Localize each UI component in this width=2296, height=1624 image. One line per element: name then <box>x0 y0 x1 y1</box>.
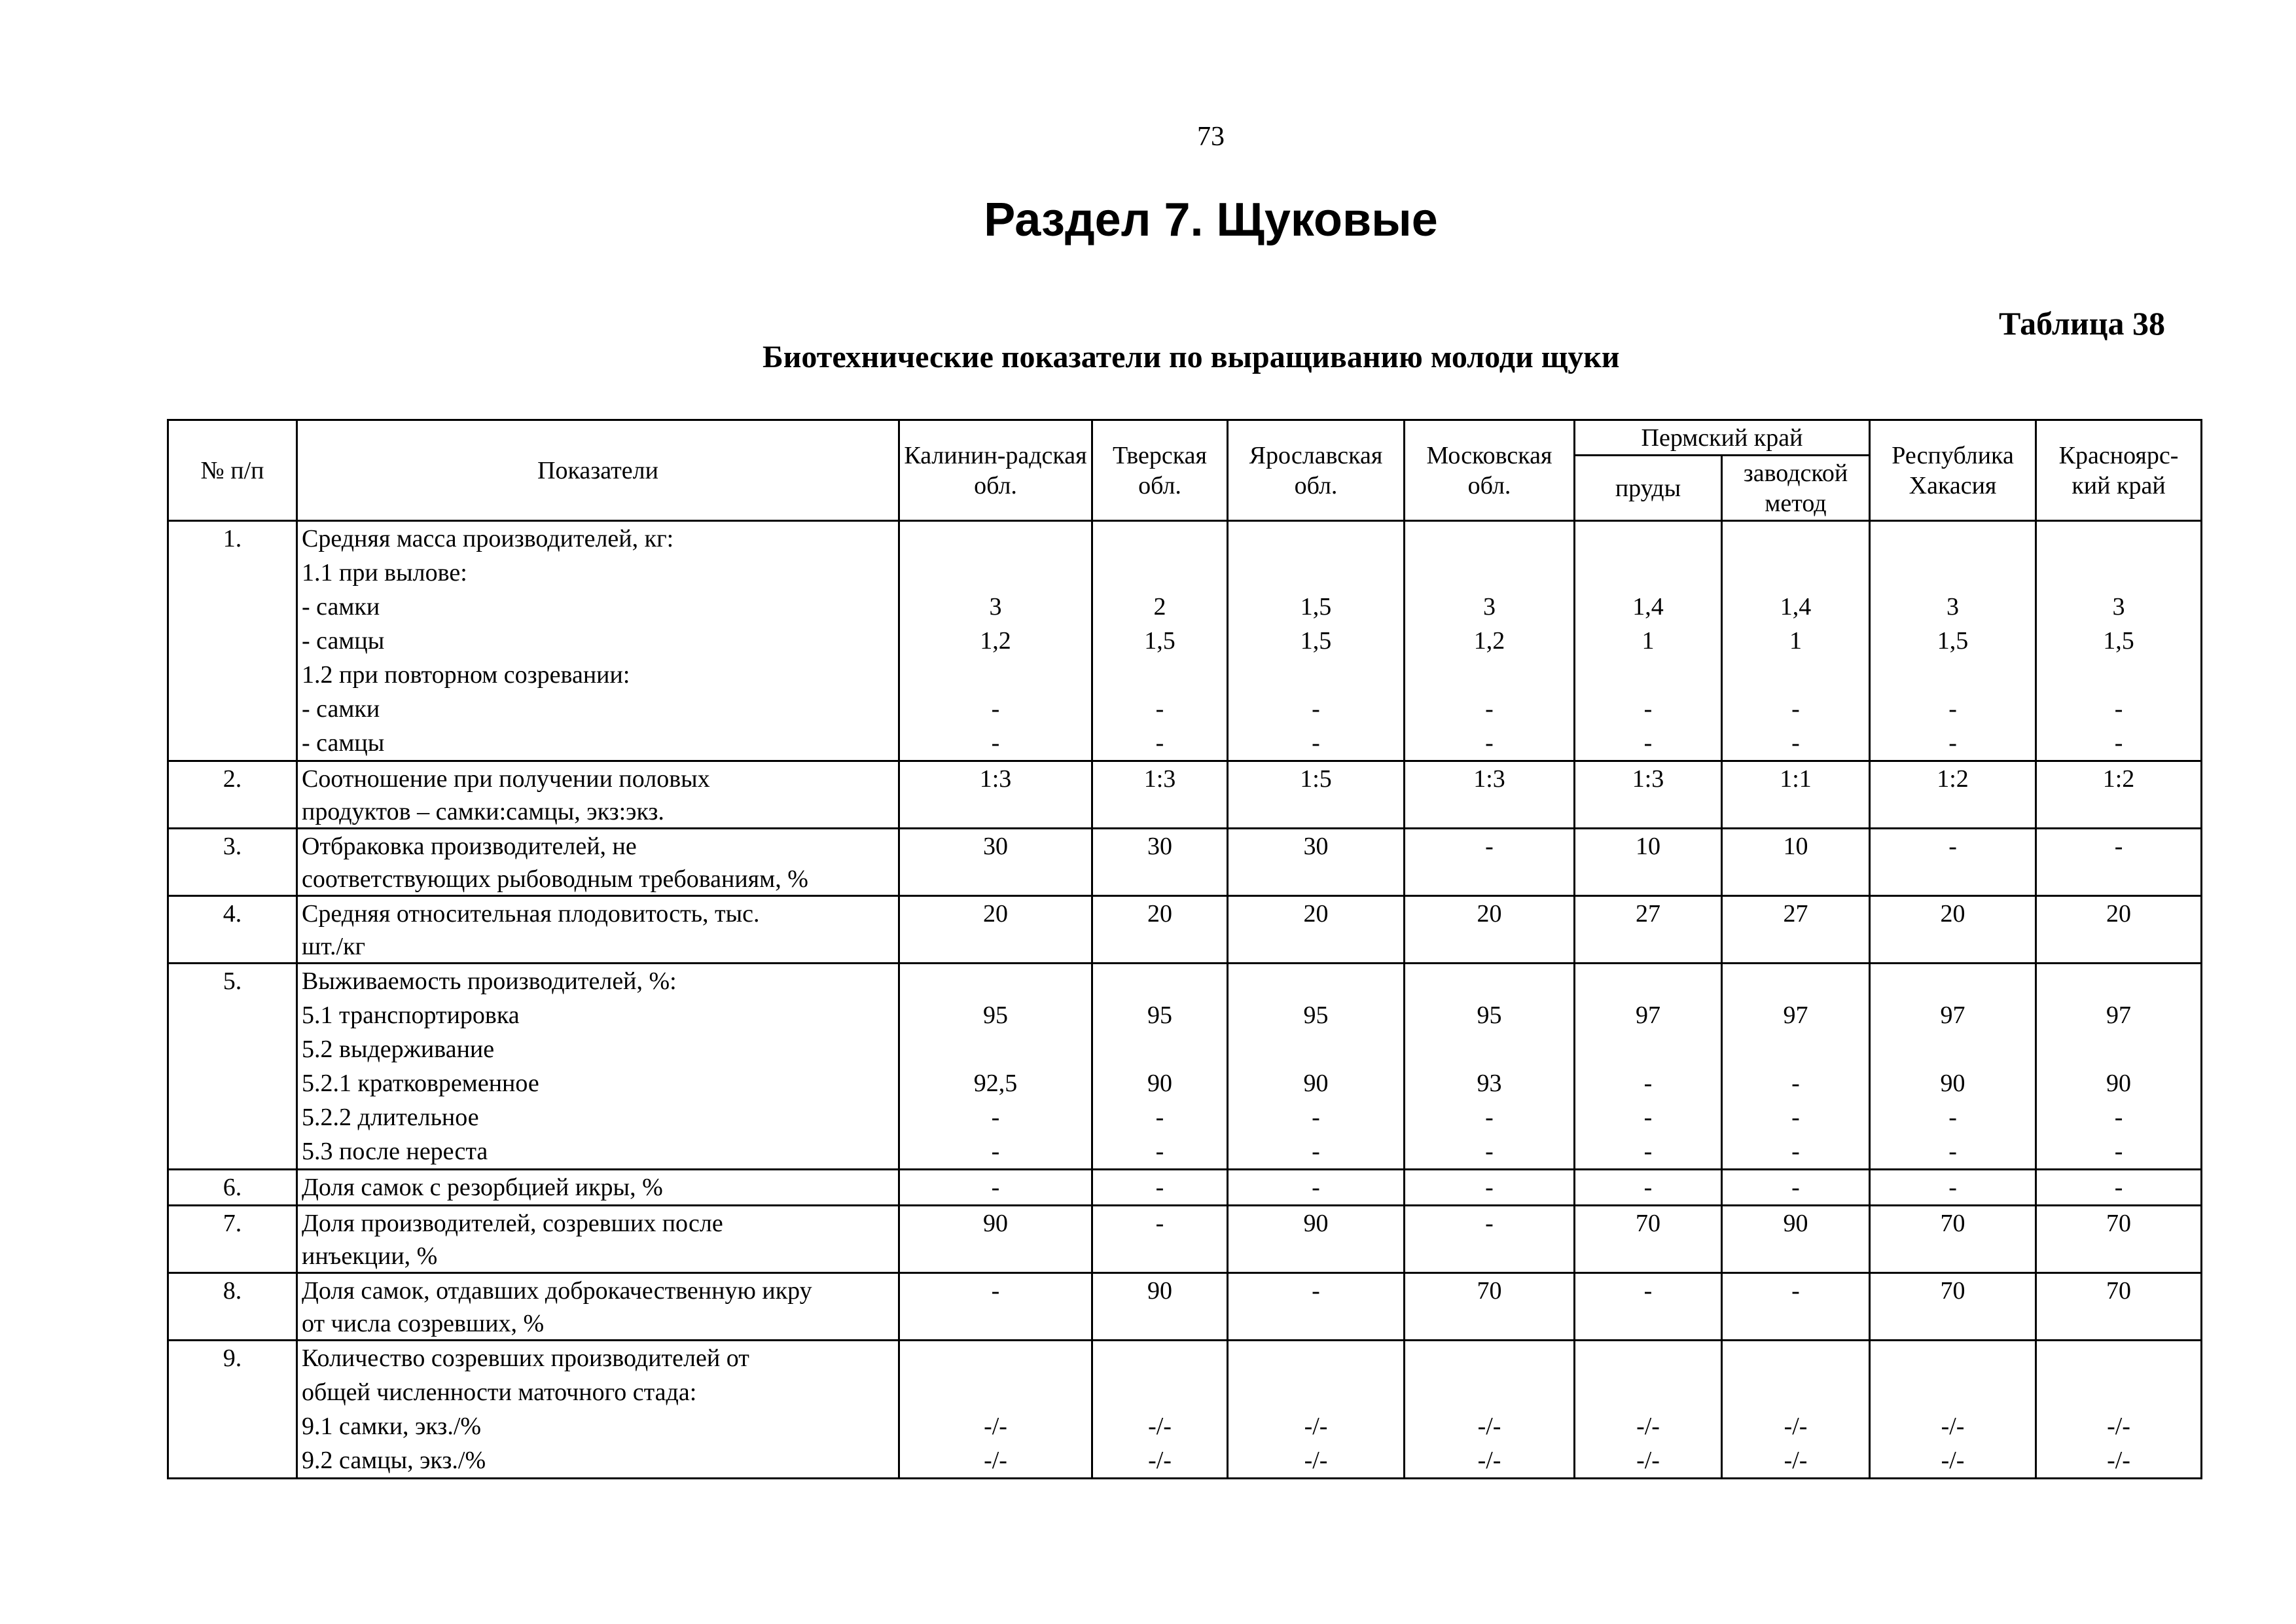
row-label: Выживаемость производителей, %: 5.1 транспортировка 5.2 выдерживание 5.2.1 кратковременное 5.2.2 длительное 5.3 после нереста <box>297 964 899 1170</box>
table-row <box>168 1206 2202 1273</box>
cell-tver: - <box>1092 1170 1228 1206</box>
cell-yaroslavl: - <box>1228 1170 1405 1206</box>
cell-moscow: 3 1,2 - - <box>1405 521 1575 761</box>
cell-kaliningrad: - <box>899 1273 1092 1341</box>
cell-perm-factory: 97 - - - <box>1722 964 1870 1170</box>
header-kaliningrad: Калинин-радская обл. <box>899 420 1092 521</box>
cell-kaliningrad: - <box>899 1170 1092 1206</box>
header-indicator: Показатели <box>297 420 899 521</box>
cell-khakassia: 97 90 - - <box>1870 964 2036 1170</box>
table-row <box>168 1273 2202 1341</box>
row-number: 6. <box>168 1170 297 1206</box>
cell-tver: 20 <box>1092 896 1228 964</box>
cell-krasnoyarsk: - <box>2036 829 2202 896</box>
cell-kaliningrad: 30 <box>899 829 1092 896</box>
cell-perm-ponds: 10 <box>1575 829 1722 896</box>
cell-yaroslavl: 95 90 - - <box>1228 964 1405 1170</box>
cell-yaroslavl: -/- -/- <box>1228 1341 1405 1479</box>
cell-khakassia: 3 1,5 - - <box>1870 521 2036 761</box>
header-num: № п/п <box>168 420 297 521</box>
cell-kaliningrad: 20 <box>899 896 1092 964</box>
header-khakassia: Республика Хакасия <box>1870 420 2036 521</box>
cell-moscow: - <box>1405 1170 1575 1206</box>
row-label: Доля самок, отдавших доброкачественную икру от числа созревших, % <box>297 1273 899 1341</box>
row-number: 7. <box>168 1206 297 1273</box>
cell-khakassia: -/- -/- <box>1870 1341 2036 1479</box>
cell-perm-factory: - <box>1722 1273 1870 1341</box>
cell-krasnoyarsk: 3 1,5 - - <box>2036 521 2202 761</box>
table-row <box>168 964 2202 1170</box>
row-number: 4. <box>168 896 297 964</box>
page-number: 73 <box>1197 122 1225 152</box>
header-perm-ponds: пруды <box>1575 456 1722 521</box>
row-number: 9. <box>168 1341 297 1479</box>
cell-moscow: 70 <box>1405 1273 1575 1341</box>
cell-moscow: - <box>1405 829 1575 896</box>
cell-krasnoyarsk: 70 <box>2036 1206 2202 1273</box>
cell-moscow: 20 <box>1405 896 1575 964</box>
cell-khakassia: - <box>1870 829 2036 896</box>
cell-tver: 2 1,5 - - <box>1092 521 1228 761</box>
cell-perm-ponds: 97 - - - <box>1575 964 1722 1170</box>
cell-tver: 95 90 - - <box>1092 964 1228 1170</box>
cell-tver: - <box>1092 1206 1228 1273</box>
section-title: Раздел 7. Щуковые <box>984 194 1438 246</box>
row-label: Доля производителей, созревших после инъекции, % <box>297 1206 899 1273</box>
cell-moscow: 95 93 - - <box>1405 964 1575 1170</box>
cell-khakassia: - <box>1870 1170 2036 1206</box>
table-row <box>168 829 2202 896</box>
cell-yaroslavl: 30 <box>1228 829 1405 896</box>
cell-yaroslavl: - <box>1228 1273 1405 1341</box>
row-number: 5. <box>168 964 297 1170</box>
cell-krasnoyarsk: -/- -/- <box>2036 1341 2202 1479</box>
header-tver: Тверская обл. <box>1092 420 1228 521</box>
table-row <box>168 761 2202 829</box>
cell-perm-factory: 1:1 <box>1722 761 1870 829</box>
cell-perm-ponds: -/- -/- <box>1575 1341 1722 1479</box>
cell-perm-ponds: - <box>1575 1273 1722 1341</box>
cell-perm-ponds: 1,4 1 - - <box>1575 521 1722 761</box>
cell-perm-ponds: 27 <box>1575 896 1722 964</box>
cell-krasnoyarsk: - <box>2036 1170 2202 1206</box>
row-label: Доля самок с резорбцией икры, % <box>297 1170 899 1206</box>
table-row <box>168 1341 2202 1479</box>
row-label: Количество созревших производителей от общей численности маточного стада: 9.1 самки, экз./% 9.2 самцы, экз./% <box>297 1341 899 1479</box>
cell-tver: 1:3 <box>1092 761 1228 829</box>
cell-tver: 30 <box>1092 829 1228 896</box>
header-krasnoyarsk: Красноярс-кий край <box>2036 420 2202 521</box>
table-caption: Биотехнические показатели по выращиванию молоди щуки <box>762 340 1620 374</box>
row-label: Отбраковка производителей, не соответствующих рыбоводным требованиям, % <box>297 829 899 896</box>
cell-khakassia: 20 <box>1870 896 2036 964</box>
cell-moscow: -/- -/- <box>1405 1341 1575 1479</box>
cell-yaroslavl: 1,5 1,5 - - <box>1228 521 1405 761</box>
indicators-table <box>167 419 2202 1479</box>
cell-kaliningrad: 1:3 <box>899 761 1092 829</box>
cell-krasnoyarsk: 20 <box>2036 896 2202 964</box>
cell-kaliningrad: 95 92,5 - - <box>899 964 1092 1170</box>
cell-tver: 90 <box>1092 1273 1228 1341</box>
row-label: Средняя масса производителей, кг: 1.1 при вылове: - самки - самцы 1.2 при повторном созревании: - самки - самцы <box>297 521 899 761</box>
table-row <box>168 896 2202 964</box>
row-number: 2. <box>168 761 297 829</box>
cell-yaroslavl: 90 <box>1228 1206 1405 1273</box>
cell-perm-factory: - <box>1722 1170 1870 1206</box>
cell-perm-factory: -/- -/- <box>1722 1341 1870 1479</box>
cell-khakassia: 70 <box>1870 1273 2036 1341</box>
cell-perm-factory: 90 <box>1722 1206 1870 1273</box>
row-label: Соотношение при получении половых продуктов – самки:самцы, экз:экз. <box>297 761 899 829</box>
cell-moscow: - <box>1405 1206 1575 1273</box>
cell-perm-factory: 1,4 1 - - <box>1722 521 1870 761</box>
cell-perm-ponds: 70 <box>1575 1206 1722 1273</box>
header-moscow: Московская обл. <box>1405 420 1575 521</box>
row-number: 1. <box>168 521 297 761</box>
cell-tver: -/- -/- <box>1092 1341 1228 1479</box>
cell-perm-factory: 10 <box>1722 829 1870 896</box>
cell-khakassia: 70 <box>1870 1206 2036 1273</box>
row-number: 8. <box>168 1273 297 1341</box>
cell-perm-ponds: 1:3 <box>1575 761 1722 829</box>
cell-krasnoyarsk: 1:2 <box>2036 761 2202 829</box>
cell-kaliningrad: 3 1,2 - - <box>899 521 1092 761</box>
cell-krasnoyarsk: 97 90 - - <box>2036 964 2202 1170</box>
cell-kaliningrad: 90 <box>899 1206 1092 1273</box>
table-row <box>168 1170 2202 1206</box>
row-number: 3. <box>168 829 297 896</box>
cell-perm-factory: 27 <box>1722 896 1870 964</box>
cell-kaliningrad: -/- -/- <box>899 1341 1092 1479</box>
header-perm-factory: заводской метод <box>1722 456 1870 521</box>
cell-krasnoyarsk: 70 <box>2036 1273 2202 1341</box>
cell-perm-ponds: - <box>1575 1170 1722 1206</box>
cell-khakassia: 1:2 <box>1870 761 2036 829</box>
cell-yaroslavl: 1:5 <box>1228 761 1405 829</box>
header-perm: Пермский край <box>1575 420 1870 456</box>
header-yaroslavl: Ярославская обл. <box>1228 420 1405 521</box>
row-label: Средняя относительная плодовитость, тыс. шт./кг <box>297 896 899 964</box>
table-number: Таблица 38 <box>1998 305 2165 342</box>
cell-moscow: 1:3 <box>1405 761 1575 829</box>
table-row <box>168 521 2202 761</box>
cell-yaroslavl: 20 <box>1228 896 1405 964</box>
